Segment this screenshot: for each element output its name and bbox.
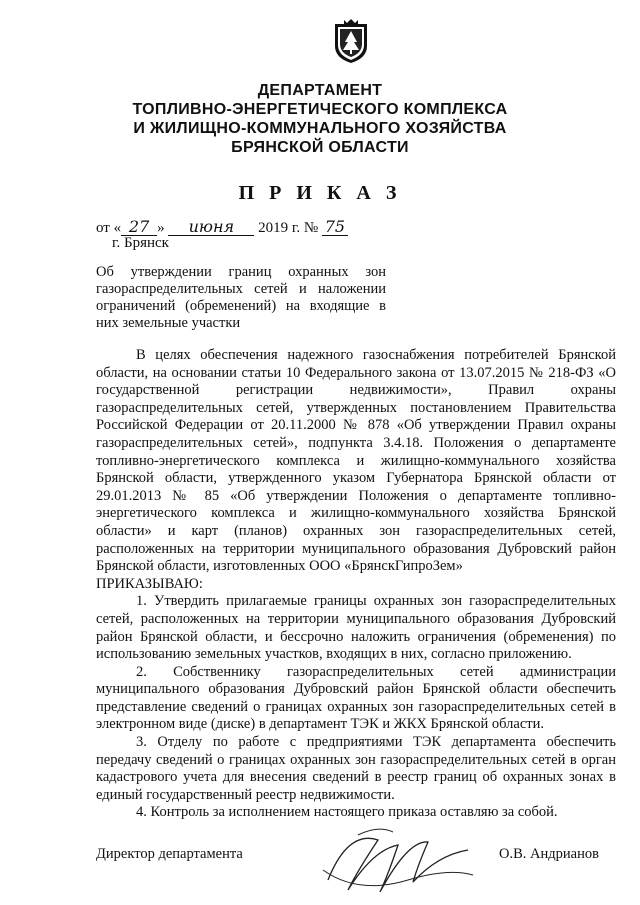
date-mid: » [157, 220, 165, 236]
date-month: июня [168, 218, 254, 236]
order-number: 75 [322, 218, 348, 236]
order-word: ПРИКАЗЫВАЮ: [96, 575, 203, 592]
department-name-line1: ДЕПАРТАМЕНТ [257, 82, 383, 99]
preamble-paragraph: В целях обеспечения надежного газоснабжения потребителей Брянской области, на основании статьи 10 Федерального закона от 13.07.2015 № 218-ФЗ «О государственной регистрации недвижимости», Правил охраны газораспределительных сетей, утвержденных постановлением Правительства Российской Федерации от 20.11.2000 № 878 «Об утверждении Правил охраны газораспределительных сетей», подпункта 3.4.18. Положения о департаменте топливно-энергетического комплекса и жилищно-коммунального хозяйства Брянской области, утвержденного указом Губернатора Брянской области от 29.01.2013 № 85 «Об утверждении Положения о департаменте топливно-энергетического комплекса и жилищно-коммунального хозяйства Брянской области» и карт (планов) охранных зон газораспределительных сетей, расположенных на территории муниципального образования Дубровский район Брянской области, изготовленных ООО «БрянскГипроЗем» [96, 347, 616, 575]
department-name-line4: БРЯНСКОЙ ОБЛАСТИ [231, 139, 409, 156]
order-body [96, 347, 616, 822]
order-item-3: 3. Отделу по работе с предприятиями ТЭК департамента обеспечить передачу сведений о границах охранных зон газораспределительных сетей в орган кадастрового учета для внесения сведений в реестр границ об охранных зонах в единый государственный реестр недвижимости. [96, 734, 616, 803]
signatory-position: Директор департамента [96, 846, 243, 862]
date-prefix: от « [96, 220, 122, 236]
date-day: 27 [121, 218, 157, 236]
handwritten-signature [318, 820, 478, 902]
department-name-line2: ТОПЛИВНО-ЭНЕРГЕТИЧЕСКОГО КОМПЛЕКСА [132, 101, 508, 118]
order-item-4: 4. Контроль за исполнением настоящего приказа оставляю за собой. [136, 804, 558, 821]
order-subject: Об утверждении границ охранных зон газораспределительных сетей и наложении ограничений (обременений) на входящие в них земельные участки [96, 264, 386, 331]
document-title: П Р И К А З [238, 182, 402, 204]
order-item-2: 2. Собственнику газораспределительных сетей администрации муниципального образования Дубровский район Брянской области обеспечить представление сведений о границах охранных зон газораспределительных сетей в электронном виде (диске) в департамент ТЭК и ЖКХ Брянской области. [96, 663, 616, 733]
coat-of-arms-emblem [331, 18, 371, 64]
department-name-line3: И ЖИЛИЩНО-КОММУНАЛЬНОГО ХОЗЯЙСТВА [133, 120, 507, 137]
signatory-name: О.В. Андрианов [499, 846, 599, 862]
order-number-label: № [303, 220, 319, 236]
city: г. Брянск [112, 235, 169, 251]
order-item-1: 1. Утвердить прилагаемые границы охранных зон газораспределительных сетей, расположенных на территории муниципального образования Дубровский район Брянской области, и бессрочно наложить ограничения (обременения) по использованию земельных участков, входящих в них, согласно приложению. [96, 593, 616, 663]
date-year: 2019 г. [258, 220, 301, 236]
